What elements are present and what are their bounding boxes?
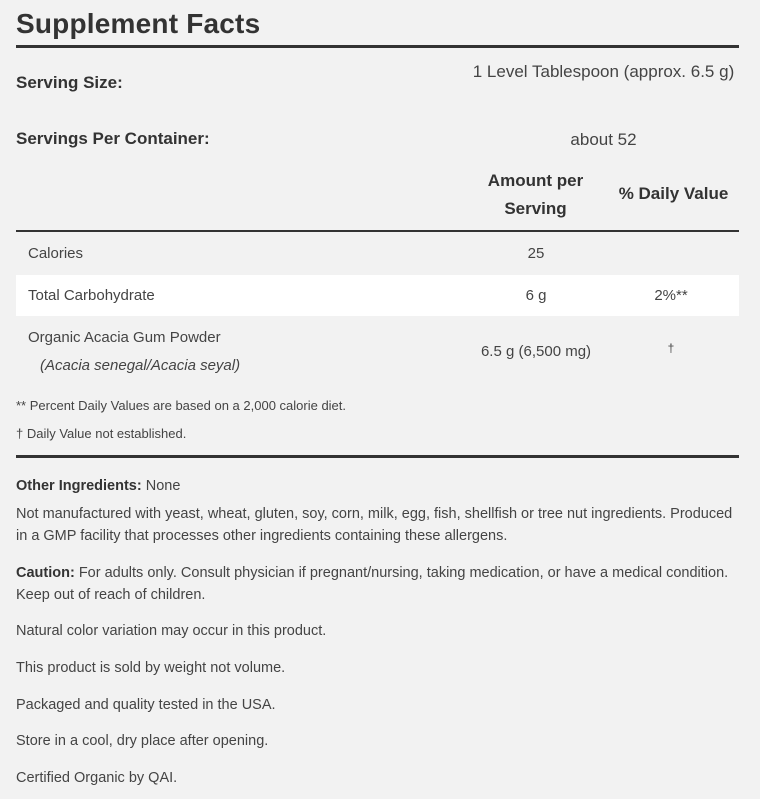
title-divider <box>16 45 739 48</box>
nutrient-amount: 6 g <box>525 287 547 304</box>
table-row <box>16 316 739 386</box>
nutrient-name: Total Carbohydrate <box>28 287 155 304</box>
footnote-daily-values: ** Percent Daily Values are based on a 2,000 calorie diet. <box>16 398 347 413</box>
serving-size-value: 1 Level Tablespoon (approx. 6.5 g) <box>472 62 735 81</box>
caution-statement <box>16 562 739 606</box>
footnote-not-established: † Daily Value not established. <box>16 426 187 441</box>
note-storage: Store in a cool, dry place after opening. <box>16 733 269 749</box>
servings-per-container-label: Servings Per Container: <box>16 129 210 148</box>
nutrient-amount: 6.5 g (6,500 mg) <box>480 343 592 360</box>
allergen-statement: Not manufactured with yeast, wheat, gluten, soy, corn, milk, egg, fish, shellfish or tree nut ingredients. Produced in a GMP facility that processes other ingredients containing these allergens. <box>16 506 733 544</box>
nutrient-name: Calories <box>28 245 84 262</box>
other-ingredients-label: Other Ingredients: <box>16 478 142 494</box>
caution-text: For adults only. Consult physician if pregnant/nursing, taking medication, or have a medical condition. Keep out of reach of children. <box>16 565 729 603</box>
nutrient-name: Organic Acacia Gum Powder <box>28 329 221 346</box>
nutrient-daily-value: † <box>667 341 675 355</box>
footnote-divider <box>16 455 739 458</box>
caution-label: Caution: <box>16 565 75 581</box>
note-color-variation: Natural color variation may occur in this product. <box>16 623 327 639</box>
other-ingredients <box>16 475 739 497</box>
nutrient-amount: 25 <box>527 245 545 262</box>
nutrient-daily-value: 2%** <box>654 287 688 304</box>
header-divider <box>16 230 739 232</box>
serving-size-label: Serving Size: <box>16 73 123 92</box>
table-row <box>16 233 739 275</box>
nutrient-subname: (Acacia senegal/Acacia seyal) <box>40 357 241 374</box>
note-weight-not-volume: This product is sold by weight not volume. <box>16 660 286 676</box>
panel-title: Supplement Facts <box>16 8 261 39</box>
daily-value-header: % Daily Value <box>618 184 729 203</box>
amount-per-serving-header: Amount per Serving <box>487 171 584 218</box>
note-packaged-usa: Packaged and quality tested in the USA. <box>16 697 276 713</box>
other-ingredients-value: None <box>141 478 181 494</box>
servings-per-container-value: about 52 <box>570 130 637 149</box>
table-row <box>16 275 739 316</box>
note-certified-organic: Certified Organic by QAI. <box>16 770 178 786</box>
